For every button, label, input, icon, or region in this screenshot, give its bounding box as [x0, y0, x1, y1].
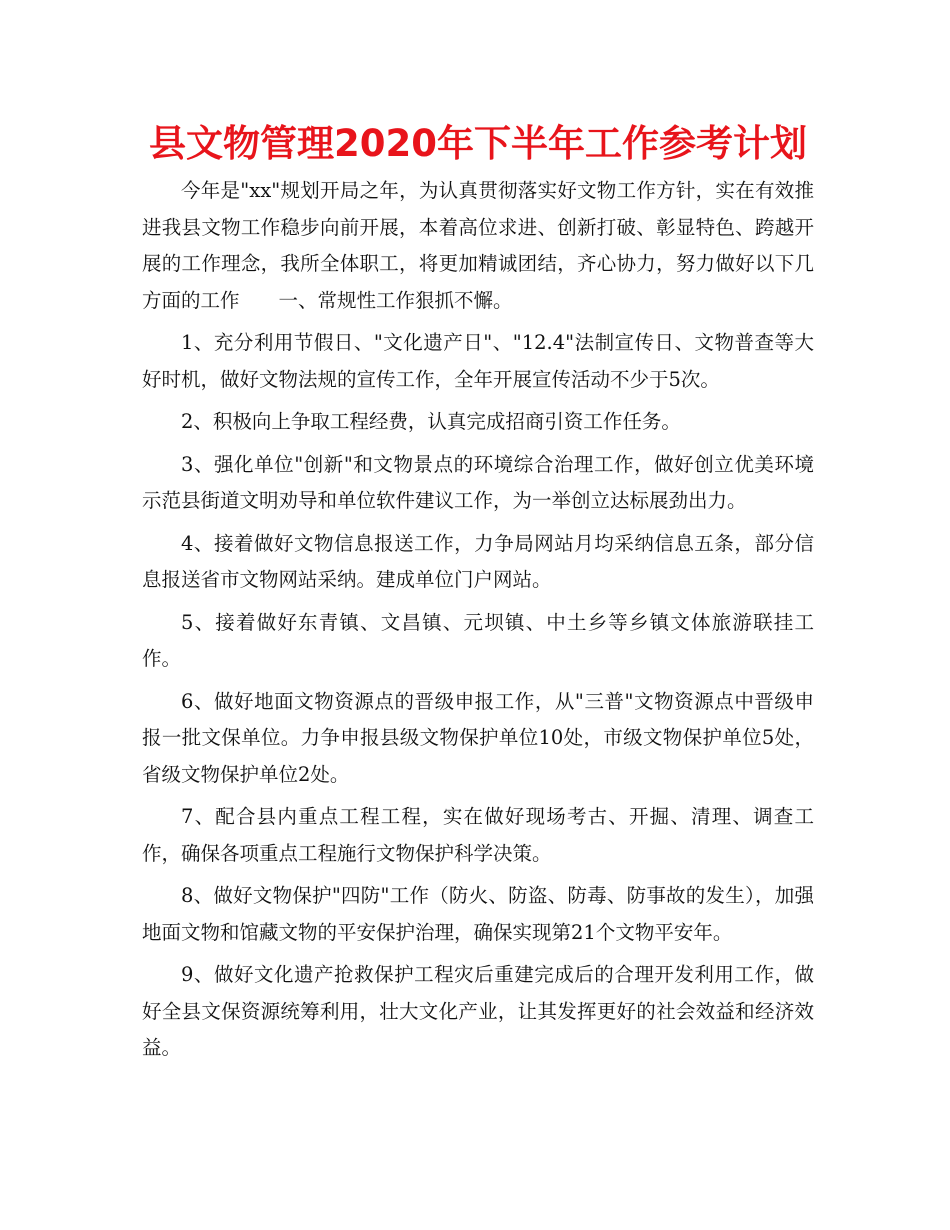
document-body	[142, 173, 814, 1067]
paragraph-item-2: 2、积极向上争取工程经费，认真完成招商引资工作任务。	[181, 410, 681, 433]
paragraph-item-1: 1、充分利用节假日、"文化遗产日"、"12.4"法制宣传日、文物普查等大好时机，做好文物法规的宣传工作，全年开展宣传活动不少于5次。	[142, 331, 814, 391]
paragraph-item-4: 4、接着做好文物信息报送工作，力争局网站月均采纳信息五条，部分信息报送省市文物网站采纳。建成单位门户网站。	[142, 531, 814, 591]
paragraph-item-6: 6、做好地面文物资源点的晋级申报工作，从"三普"文物资源点中晋级申报一批文保单位。力争申报县级文物保护单位10处，市级文物保护单位5处，省级文物保护单位2处。	[142, 689, 814, 786]
paragraph-item-9: 9、做好文化遗产抢救保护工程灾后重建完成后的合理开发利用工作，做好全县文保资源统筹利用，壮大文化产业，让其发挥更好的社会效益和经济效益。	[142, 963, 814, 1059]
document-title: 县文物管理2020年下半年工作参考计划	[149, 122, 807, 165]
paragraph-item-5: 5、接着做好东青镇、文昌镇、元坝镇、中土乡等乡镇文体旅游联挂工作。	[142, 610, 814, 670]
paragraph-item-8: 8、做好文物保护"四防"工作（防火、防盗、防毒、防事故的发生），加强地面文物和馆藏文物的平安保护治理，确保实现第21个文物平安年。	[142, 884, 814, 944]
document-page	[142, 118, 814, 1073]
paragraph-item-3: 3、强化单位"创新"和文物景点的环境综合治理工作，做好创立优美环境示范县街道文明劝导和单位软件建议工作，为一举创立达标展劲出力。	[142, 452, 814, 512]
paragraph-item-7: 7、配合县内重点工程工程，实在做好现场考古、开掘、清理、调查工作，确保各项重点工程施行文物保护科学决策。	[142, 805, 814, 865]
paragraph-intro: 今年是"xx"规划开局之年，为认真贯彻落实好文物工作方针，实在有效推进我县文物工作稳步向前开展，本着高位求进、创新打破、彰显特色、跨越开展的工作理念，我所全体职工，将更加精诚团结，齐心协力，努力做好以下几方面的工作 一、常规性工作狠抓不懈。	[142, 179, 814, 312]
